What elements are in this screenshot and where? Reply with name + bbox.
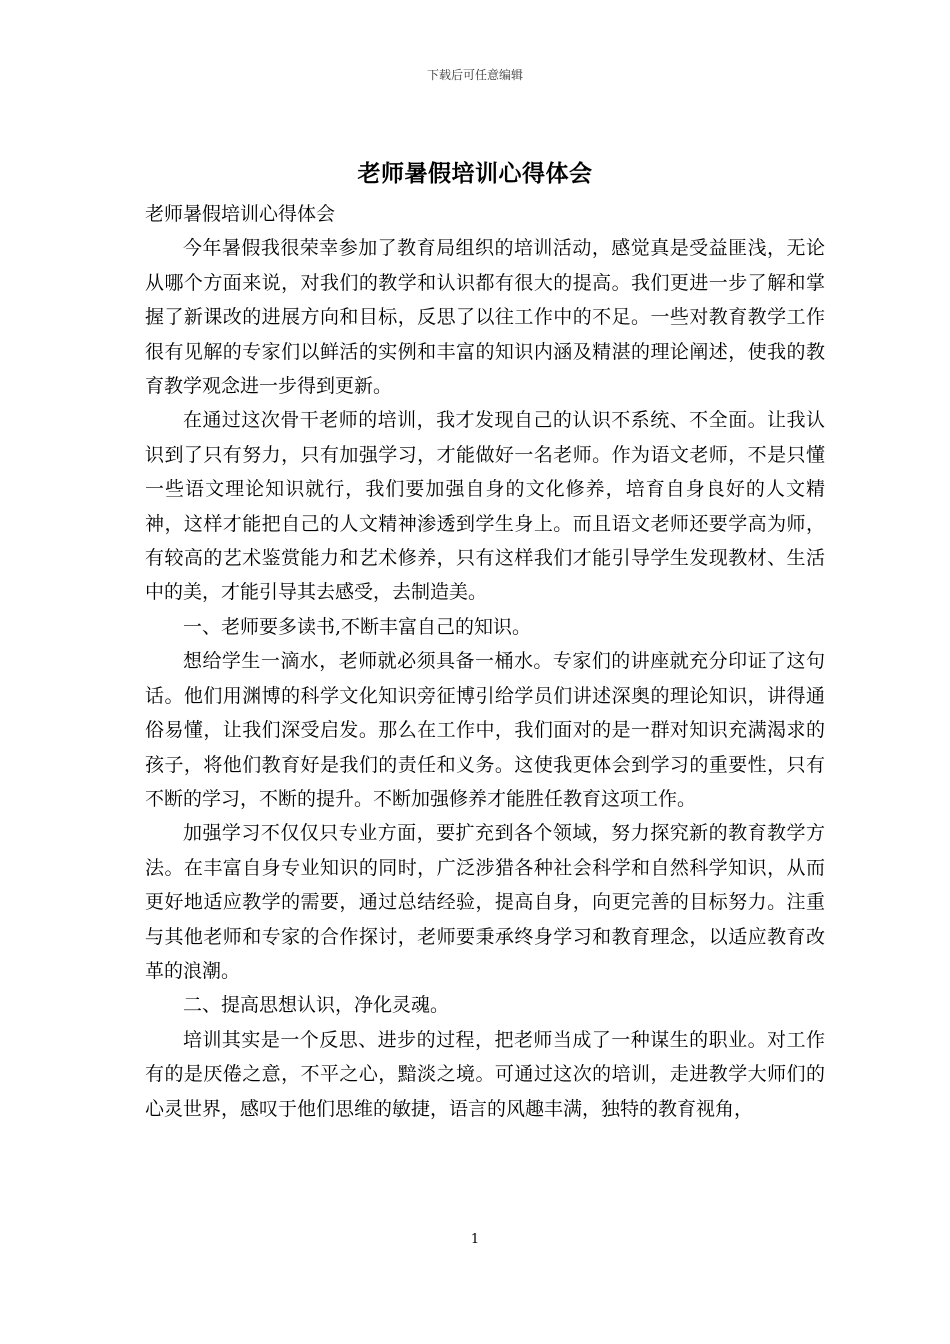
section-heading: 二、提高思想认识，净化灵魂。	[183, 994, 450, 1017]
paragraph: 今年暑假我很荣幸参加了教育局组织的培训活动，感觉真是受益匪浅，无论从哪个方面来说，对我们的教学和认识都有很大的提高。我们更进一步了解和掌握了新课改的进展方向和目标，反思了以往工作中的不足。一些对教育教学工作很有见解的专家们以鲜活的实例和丰富的知识内涵及精湛的理论阐述，使我的教育教学观念进一步得到更新。	[145, 237, 825, 398]
paragraph: 培训其实是一个反思、进步的过程，把老师当成了一种谋生的职业。对工作有的是厌倦之意，不平之心，黯淡之境。可通过这次的培训，走进教学大师们的心灵世界，感叹于他们思维的敏捷，语言的风趣丰满，独特的教育视角，	[145, 1028, 825, 1120]
paragraph: 想给学生一滴水，老师就必须具备一桶水。专家们的讲座就充分印证了这句话。他们用渊博的科学文化知识旁征博引给学员们讲述深奥的理论知识，讲得通俗易懂，让我们深受启发。那么在工作中，我们面对的是一群对知识充满渴求的孩子，将他们教育好是我们的责任和义务。这使我更体会到学习的重要性，只有不断的学习，不断的提升。不断加强修养才能胜任教育这项工作。	[145, 650, 825, 810]
document-body	[145, 197, 825, 1126]
paragraph: 加强学习不仅仅只专业方面，要扩充到各个领域，努力探究新的教育教学方法。在丰富自身专业知识的同时，广泛涉猎各种社会科学和自然科学知识，从而更好地适应教学的需要，通过总结经验，提高自身，向更完善的目标努力。注重与其他老师和专家的合作探讨，老师要秉承终身学习和教育理念，以适应教育改革的浪潮。	[145, 822, 825, 982]
document-subtitle: 老师暑假培训心得体会	[145, 203, 336, 225]
header-note: 下载后可任意编辑	[426, 68, 523, 82]
section-heading: 一、老师要多读书,不断丰富自己的知识。	[183, 615, 532, 638]
paragraph: 在通过这次骨干老师的培训，我才发现自己的认识不系统、不全面。让我认识到了只有努力，只有加强学习，才能做好一名老师。作为语文老师，不是只懂一些语文理论知识就行，我们要加强自身的文化修养，培育自身良好的人文精神，这样才能把自己的人文精神渗透到学生身上。而且语文老师还要学高为师，有较高的艺术鉴赏能力和艺术修养，只有这样我们才能引导学生发现教材、生活中的美，才能引导其去感受，去制造美。	[145, 409, 825, 604]
document-title: 老师暑假培训心得体会	[357, 160, 593, 187]
page-number: 1	[470, 1232, 480, 1247]
